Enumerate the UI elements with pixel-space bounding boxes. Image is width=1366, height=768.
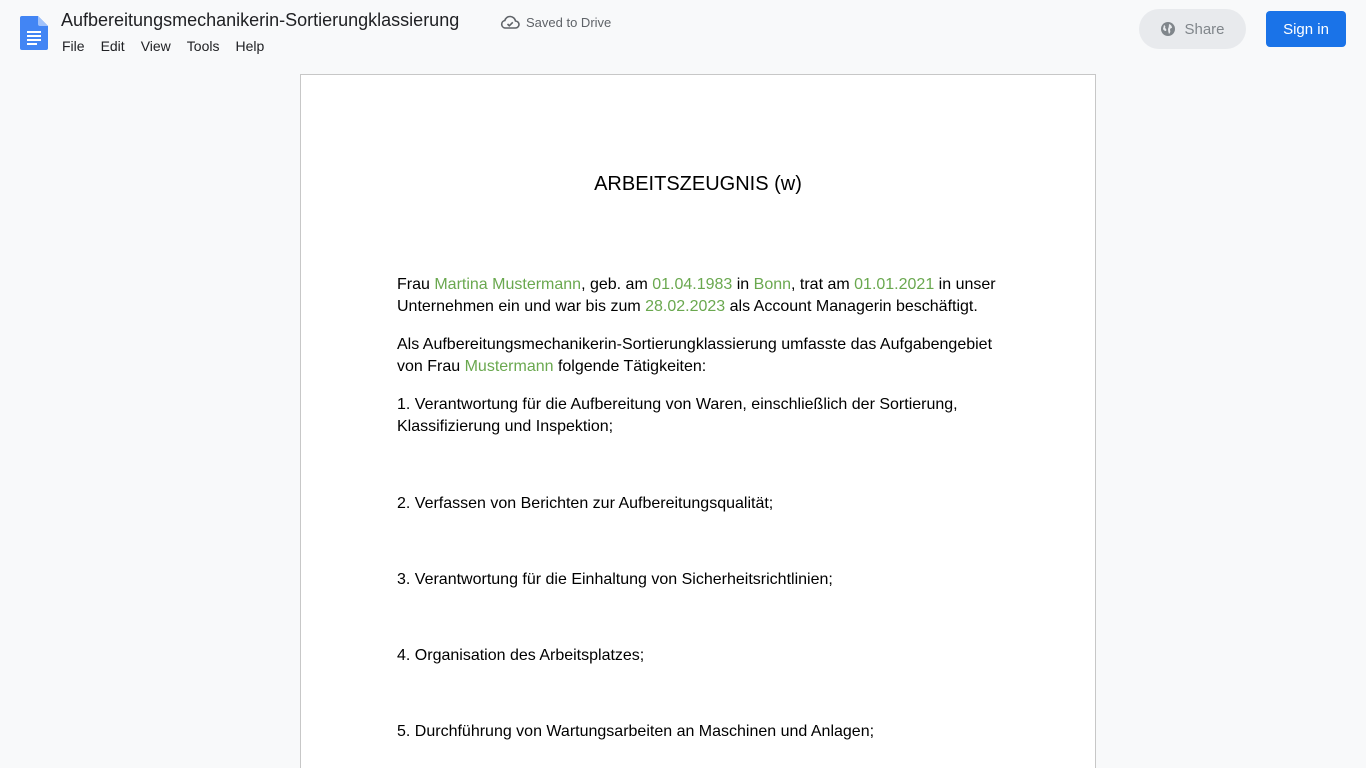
scope-paragraph: Als Aufbereitungsmechanikerin-Sortierungklassierung umfasste das Aufgabengebiet von Frau Mustermann folgende Tätigkeiten: [397, 336, 993, 375]
menu-file[interactable]: File [62, 38, 85, 54]
sign-in-button[interactable]: Sign in [1266, 11, 1346, 47]
cloud-done-icon [500, 14, 520, 30]
menu-tools[interactable]: Tools [186, 38, 220, 54]
share-button-label: Share [1184, 20, 1225, 38]
task-item-2: 2. Verfassen von Berichten zur Aufbereitungsqualität; [397, 495, 774, 512]
google-docs-icon[interactable] [20, 16, 48, 50]
placeholder-surname: Mustermann [464, 358, 554, 375]
placeholder-name: Martina Mustermann [434, 276, 582, 293]
share-button[interactable] [1139, 9, 1246, 49]
menu-edit[interactable]: Edit [100, 38, 125, 54]
document-page[interactable] [300, 74, 1096, 768]
intro-paragraph: Frau Martina Mustermann, geb. am 01.04.1983 in Bonn, trat am 01.01.2021 in unser Unternehmen ein und war bis zum 28.02.2023 als Account Managerin beschäftigt. [397, 276, 996, 315]
document-heading: ARBEITSZEUGNIS (w) [594, 173, 802, 195]
saved-status-label: Saved to Drive [526, 14, 612, 30]
saved-status[interactable] [500, 14, 611, 30]
globe-icon [1160, 21, 1176, 37]
placeholder-city: Bonn [753, 276, 792, 293]
document-title[interactable]: Aufbereitungsmechanikerin-Sortierungklassierung [61, 10, 460, 30]
placeholder-end-date: 28.02.2023 [645, 298, 726, 315]
task-item-5: 5. Durchführung von Wartungsarbeiten an Maschinen und Anlagen; [397, 723, 875, 740]
task-item-1: 1. Verantwortung für die Aufbereitung von Waren, einschließlich der Sortierung, Klassifizierung und Inspektion; [397, 396, 958, 435]
menu-bar [54, 36, 272, 56]
placeholder-start-date: 01.01.2021 [854, 276, 935, 293]
menu-view[interactable]: View [140, 38, 171, 54]
placeholder-birthdate: 01.04.1983 [652, 276, 733, 293]
app-header [0, 0, 1366, 64]
task-item-3: 3. Verantwortung für die Einhaltung von Sicherheitsrichtlinien; [397, 571, 833, 588]
task-item-4: 4. Organisation des Arbeitsplatzes; [397, 647, 645, 664]
menu-help[interactable]: Help [235, 38, 265, 54]
